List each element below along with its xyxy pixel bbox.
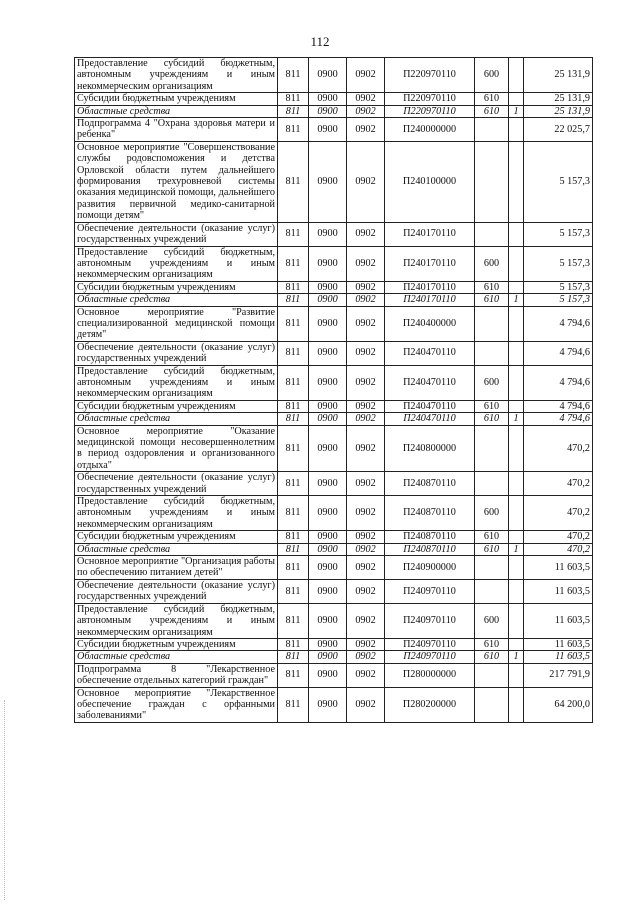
cell-section-code: 0900 — [309, 58, 347, 93]
table-row — [75, 687, 593, 722]
cell-section-code: 0900 — [309, 141, 347, 222]
cell-item-name: Областные средства — [75, 651, 278, 663]
cell-expense-type-code: 600 — [475, 603, 509, 638]
cell-item-name: Предоставление субсидий бюджетным, автономным учреждениям и иным некоммерческим организациям — [75, 365, 278, 400]
cell-item-name: Обеспечение деятельности (оказание услуг) государственных учреждений — [75, 579, 278, 603]
table-row — [75, 306, 593, 341]
cell-funding-source-code — [509, 579, 524, 603]
budget-table-body — [75, 58, 593, 723]
table-row — [75, 341, 593, 365]
cell-section-code: 0900 — [309, 306, 347, 341]
cell-ministry-code: 811 — [278, 105, 309, 117]
cell-section-code: 0900 — [309, 222, 347, 246]
cell-subsection-code: 0902 — [347, 281, 385, 293]
cell-ministry-code: 811 — [278, 365, 309, 400]
cell-subsection-code: 0902 — [347, 365, 385, 400]
cell-section-code: 0900 — [309, 365, 347, 400]
cell-subsection-code: 0902 — [347, 105, 385, 117]
cell-section-code: 0900 — [309, 246, 347, 281]
cell-ministry-code: 811 — [278, 687, 309, 722]
cell-subsection-code: 0902 — [347, 400, 385, 412]
cell-item-name: Областные средства — [75, 105, 278, 117]
cell-amount: 64 200,0 — [524, 687, 593, 722]
cell-subsection-code: 0902 — [347, 496, 385, 531]
cell-funding-source-code — [509, 281, 524, 293]
table-row — [75, 400, 593, 412]
cell-expense-type-code — [475, 556, 509, 580]
cell-target-article-code: П240970110 — [385, 603, 475, 638]
table-row — [75, 425, 593, 472]
cell-expense-type-code — [475, 141, 509, 222]
cell-ministry-code: 811 — [278, 651, 309, 663]
cell-item-name: Основное мероприятие "Оказание медицинской помощи несовершеннолетним в период оздоровления и организованного отдыха" — [75, 425, 278, 472]
cell-item-name: Предоставление субсидий бюджетным, автономным учреждениям и иным некоммерческим организациям — [75, 246, 278, 281]
cell-section-code: 0900 — [309, 603, 347, 638]
table-row — [75, 58, 593, 93]
cell-funding-source-code: 1 — [509, 651, 524, 663]
table-row — [75, 413, 593, 425]
scan-edge-mark — [4, 700, 6, 900]
cell-amount: 25 131,9 — [524, 58, 593, 93]
cell-expense-type-code: 610 — [475, 105, 509, 117]
cell-amount: 11 603,5 — [524, 651, 593, 663]
cell-ministry-code: 811 — [278, 472, 309, 496]
cell-section-code: 0900 — [309, 496, 347, 531]
cell-item-name: Основное мероприятие "Организация работы по обеспечению питанием детей" — [75, 556, 278, 580]
table-row — [75, 105, 593, 117]
cell-ministry-code: 811 — [278, 425, 309, 472]
cell-subsection-code: 0902 — [347, 556, 385, 580]
cell-expense-type-code: 610 — [475, 531, 509, 543]
cell-subsection-code: 0902 — [347, 306, 385, 341]
cell-funding-source-code — [509, 246, 524, 281]
cell-subsection-code: 0902 — [347, 141, 385, 222]
cell-amount: 11 603,5 — [524, 603, 593, 638]
cell-ministry-code: 811 — [278, 222, 309, 246]
cell-section-code: 0900 — [309, 579, 347, 603]
cell-expense-type-code — [475, 687, 509, 722]
cell-amount: 4 794,6 — [524, 306, 593, 341]
cell-item-name: Субсидии бюджетным учреждениям — [75, 281, 278, 293]
cell-funding-source-code — [509, 472, 524, 496]
table-row — [75, 531, 593, 543]
cell-ministry-code: 811 — [278, 58, 309, 93]
cell-ministry-code: 811 — [278, 413, 309, 425]
table-row — [75, 663, 593, 687]
cell-subsection-code: 0902 — [347, 663, 385, 687]
cell-subsection-code: 0902 — [347, 651, 385, 663]
cell-item-name: Подпрограмма 4 "Охрана здоровья матери и ребенка" — [75, 118, 278, 142]
cell-target-article-code: П220970110 — [385, 105, 475, 117]
cell-section-code: 0900 — [309, 281, 347, 293]
cell-item-name: Областные средства — [75, 294, 278, 306]
cell-target-article-code: П240400000 — [385, 306, 475, 341]
cell-expense-type-code: 610 — [475, 294, 509, 306]
cell-expense-type-code — [475, 425, 509, 472]
cell-target-article-code: П240170110 — [385, 246, 475, 281]
budget-table — [74, 57, 593, 723]
cell-item-name: Основное мероприятие "Развитие специализированной медицинской помощи детям" — [75, 306, 278, 341]
cell-subsection-code: 0902 — [347, 579, 385, 603]
cell-item-name: Субсидии бюджетным учреждениям — [75, 531, 278, 543]
cell-expense-type-code: 600 — [475, 496, 509, 531]
cell-target-article-code: П240970110 — [385, 638, 475, 650]
cell-section-code: 0900 — [309, 651, 347, 663]
cell-amount: 470,2 — [524, 472, 593, 496]
cell-subsection-code: 0902 — [347, 472, 385, 496]
cell-target-article-code: П240470110 — [385, 413, 475, 425]
cell-item-name: Областные средства — [75, 543, 278, 555]
cell-ministry-code: 811 — [278, 638, 309, 650]
cell-amount: 25 131,9 — [524, 105, 593, 117]
cell-funding-source-code — [509, 687, 524, 722]
cell-funding-source-code — [509, 531, 524, 543]
cell-expense-type-code — [475, 472, 509, 496]
table-row — [75, 472, 593, 496]
cell-ministry-code: 811 — [278, 400, 309, 412]
cell-item-name: Подпрограмма 8 "Лекарственное обеспечение отдельных категорий граждан" — [75, 663, 278, 687]
cell-funding-source-code — [509, 58, 524, 93]
cell-amount: 5 157,3 — [524, 222, 593, 246]
cell-target-article-code: П280000000 — [385, 663, 475, 687]
cell-expense-type-code — [475, 663, 509, 687]
cell-target-article-code: П220970110 — [385, 93, 475, 105]
cell-target-article-code: П240970110 — [385, 579, 475, 603]
cell-amount: 470,2 — [524, 425, 593, 472]
cell-expense-type-code — [475, 341, 509, 365]
cell-expense-type-code: 600 — [475, 58, 509, 93]
cell-ministry-code: 811 — [278, 579, 309, 603]
cell-ministry-code: 811 — [278, 543, 309, 555]
cell-section-code: 0900 — [309, 425, 347, 472]
cell-expense-type-code: 610 — [475, 543, 509, 555]
table-row — [75, 543, 593, 555]
cell-ministry-code: 811 — [278, 531, 309, 543]
table-row — [75, 365, 593, 400]
cell-amount: 217 791,9 — [524, 663, 593, 687]
cell-expense-type-code: 610 — [475, 400, 509, 412]
cell-subsection-code: 0902 — [347, 413, 385, 425]
cell-target-article-code: П240170110 — [385, 294, 475, 306]
cell-expense-type-code — [475, 222, 509, 246]
cell-section-code: 0900 — [309, 663, 347, 687]
cell-target-article-code: П240870110 — [385, 531, 475, 543]
cell-subsection-code: 0902 — [347, 118, 385, 142]
table-row — [75, 579, 593, 603]
cell-subsection-code: 0902 — [347, 93, 385, 105]
cell-amount: 5 157,3 — [524, 141, 593, 222]
cell-funding-source-code — [509, 141, 524, 222]
page-number: 112 — [310, 34, 330, 49]
cell-expense-type-code — [475, 579, 509, 603]
table-row — [75, 246, 593, 281]
cell-target-article-code: П240870110 — [385, 543, 475, 555]
cell-target-article-code: П220970110 — [385, 58, 475, 93]
cell-funding-source-code — [509, 638, 524, 650]
cell-section-code: 0900 — [309, 413, 347, 425]
cell-funding-source-code — [509, 496, 524, 531]
cell-item-name: Субсидии бюджетным учреждениям — [75, 638, 278, 650]
cell-ministry-code: 811 — [278, 603, 309, 638]
cell-amount: 5 157,3 — [524, 281, 593, 293]
cell-expense-type-code: 610 — [475, 651, 509, 663]
table-row — [75, 118, 593, 142]
cell-target-article-code: П240800000 — [385, 425, 475, 472]
cell-section-code: 0900 — [309, 556, 347, 580]
cell-amount: 11 603,5 — [524, 638, 593, 650]
cell-section-code: 0900 — [309, 543, 347, 555]
cell-ministry-code: 811 — [278, 246, 309, 281]
cell-subsection-code: 0902 — [347, 294, 385, 306]
cell-item-name: Предоставление субсидий бюджетным, автономным учреждениям и иным некоммерческим организациям — [75, 58, 278, 93]
table-row — [75, 638, 593, 650]
cell-subsection-code: 0902 — [347, 58, 385, 93]
cell-target-article-code: П280200000 — [385, 687, 475, 722]
cell-target-article-code: П240100000 — [385, 141, 475, 222]
cell-expense-type-code: 610 — [475, 93, 509, 105]
cell-item-name: Обеспечение деятельности (оказание услуг) государственных учреждений — [75, 222, 278, 246]
table-row — [75, 556, 593, 580]
cell-item-name: Субсидии бюджетным учреждениям — [75, 400, 278, 412]
cell-ministry-code: 811 — [278, 294, 309, 306]
cell-target-article-code: П240470110 — [385, 341, 475, 365]
cell-amount: 4 794,6 — [524, 400, 593, 412]
cell-subsection-code: 0902 — [347, 543, 385, 555]
cell-expense-type-code: 600 — [475, 365, 509, 400]
cell-ministry-code: 811 — [278, 496, 309, 531]
cell-expense-type-code: 610 — [475, 638, 509, 650]
cell-funding-source-code — [509, 365, 524, 400]
cell-subsection-code: 0902 — [347, 246, 385, 281]
cell-ministry-code: 811 — [278, 118, 309, 142]
cell-subsection-code: 0902 — [347, 638, 385, 650]
cell-expense-type-code: 610 — [475, 281, 509, 293]
cell-subsection-code: 0902 — [347, 531, 385, 543]
cell-item-name: Областные средства — [75, 413, 278, 425]
cell-amount: 470,2 — [524, 531, 593, 543]
table-row — [75, 294, 593, 306]
cell-expense-type-code — [475, 306, 509, 341]
cell-item-name: Основное мероприятие "Лекарственное обеспечение граждан с орфанными заболеваниями" — [75, 687, 278, 722]
cell-ministry-code: 811 — [278, 93, 309, 105]
cell-amount: 470,2 — [524, 496, 593, 531]
cell-ministry-code: 811 — [278, 663, 309, 687]
cell-target-article-code: П240170110 — [385, 281, 475, 293]
cell-section-code: 0900 — [309, 294, 347, 306]
cell-funding-source-code: 1 — [509, 413, 524, 425]
cell-ministry-code: 811 — [278, 341, 309, 365]
table-row — [75, 651, 593, 663]
cell-expense-type-code: 610 — [475, 413, 509, 425]
cell-amount: 5 157,3 — [524, 246, 593, 281]
cell-section-code: 0900 — [309, 341, 347, 365]
cell-section-code: 0900 — [309, 472, 347, 496]
cell-expense-type-code — [475, 118, 509, 142]
cell-amount: 22 025,7 — [524, 118, 593, 142]
cell-section-code: 0900 — [309, 638, 347, 650]
cell-amount: 5 157,3 — [524, 294, 593, 306]
cell-subsection-code: 0902 — [347, 341, 385, 365]
cell-item-name: Предоставление субсидий бюджетным, автономным учреждениям и иным некоммерческим организациям — [75, 603, 278, 638]
cell-ministry-code: 811 — [278, 141, 309, 222]
cell-subsection-code: 0902 — [347, 222, 385, 246]
cell-target-article-code: П240470110 — [385, 400, 475, 412]
table-row — [75, 496, 593, 531]
cell-section-code: 0900 — [309, 105, 347, 117]
cell-amount: 4 794,6 — [524, 341, 593, 365]
cell-funding-source-code — [509, 663, 524, 687]
cell-expense-type-code: 600 — [475, 246, 509, 281]
cell-funding-source-code: 1 — [509, 294, 524, 306]
cell-amount: 11 603,5 — [524, 579, 593, 603]
cell-funding-source-code — [509, 556, 524, 580]
cell-section-code: 0900 — [309, 400, 347, 412]
cell-funding-source-code — [509, 118, 524, 142]
cell-target-article-code: П240000000 — [385, 118, 475, 142]
cell-item-name: Обеспечение деятельности (оказание услуг) государственных учреждений — [75, 472, 278, 496]
cell-target-article-code: П240870110 — [385, 472, 475, 496]
table-row — [75, 141, 593, 222]
cell-funding-source-code — [509, 222, 524, 246]
cell-ministry-code: 811 — [278, 306, 309, 341]
cell-subsection-code: 0902 — [347, 687, 385, 722]
cell-section-code: 0900 — [309, 118, 347, 142]
cell-section-code: 0900 — [309, 531, 347, 543]
table-row — [75, 603, 593, 638]
cell-amount: 4 794,6 — [524, 365, 593, 400]
cell-target-article-code: П240970110 — [385, 651, 475, 663]
cell-section-code: 0900 — [309, 687, 347, 722]
table-row — [75, 281, 593, 293]
cell-funding-source-code — [509, 425, 524, 472]
cell-funding-source-code — [509, 341, 524, 365]
cell-target-article-code: П240170110 — [385, 222, 475, 246]
cell-funding-source-code — [509, 400, 524, 412]
cell-amount: 470,2 — [524, 543, 593, 555]
cell-ministry-code: 811 — [278, 281, 309, 293]
cell-funding-source-code: 1 — [509, 543, 524, 555]
cell-funding-source-code: 1 — [509, 105, 524, 117]
table-row — [75, 222, 593, 246]
cell-item-name: Основное мероприятие "Совершенствование службы родовспоможения и детства Орловской области путем дальнейшего формирования трехуровневой системы оказания медицинской помощи, дальнейшего развития первичной медико-санитарной помощи детям" — [75, 141, 278, 222]
cell-section-code: 0900 — [309, 93, 347, 105]
cell-ministry-code: 811 — [278, 556, 309, 580]
cell-funding-source-code — [509, 93, 524, 105]
cell-target-article-code: П240900000 — [385, 556, 475, 580]
cell-funding-source-code — [509, 603, 524, 638]
cell-subsection-code: 0902 — [347, 425, 385, 472]
cell-amount: 25 131,9 — [524, 93, 593, 105]
cell-subsection-code: 0902 — [347, 603, 385, 638]
cell-item-name: Обеспечение деятельности (оказание услуг) государственных учреждений — [75, 341, 278, 365]
cell-item-name: Предоставление субсидий бюджетным, автономным учреждениям и иным некоммерческим организациям — [75, 496, 278, 531]
cell-target-article-code: П240870110 — [385, 496, 475, 531]
cell-item-name: Субсидии бюджетным учреждениям — [75, 93, 278, 105]
cell-amount: 11 603,5 — [524, 556, 593, 580]
cell-target-article-code: П240470110 — [385, 365, 475, 400]
cell-funding-source-code — [509, 306, 524, 341]
cell-amount: 4 794,6 — [524, 413, 593, 425]
table-row — [75, 93, 593, 105]
